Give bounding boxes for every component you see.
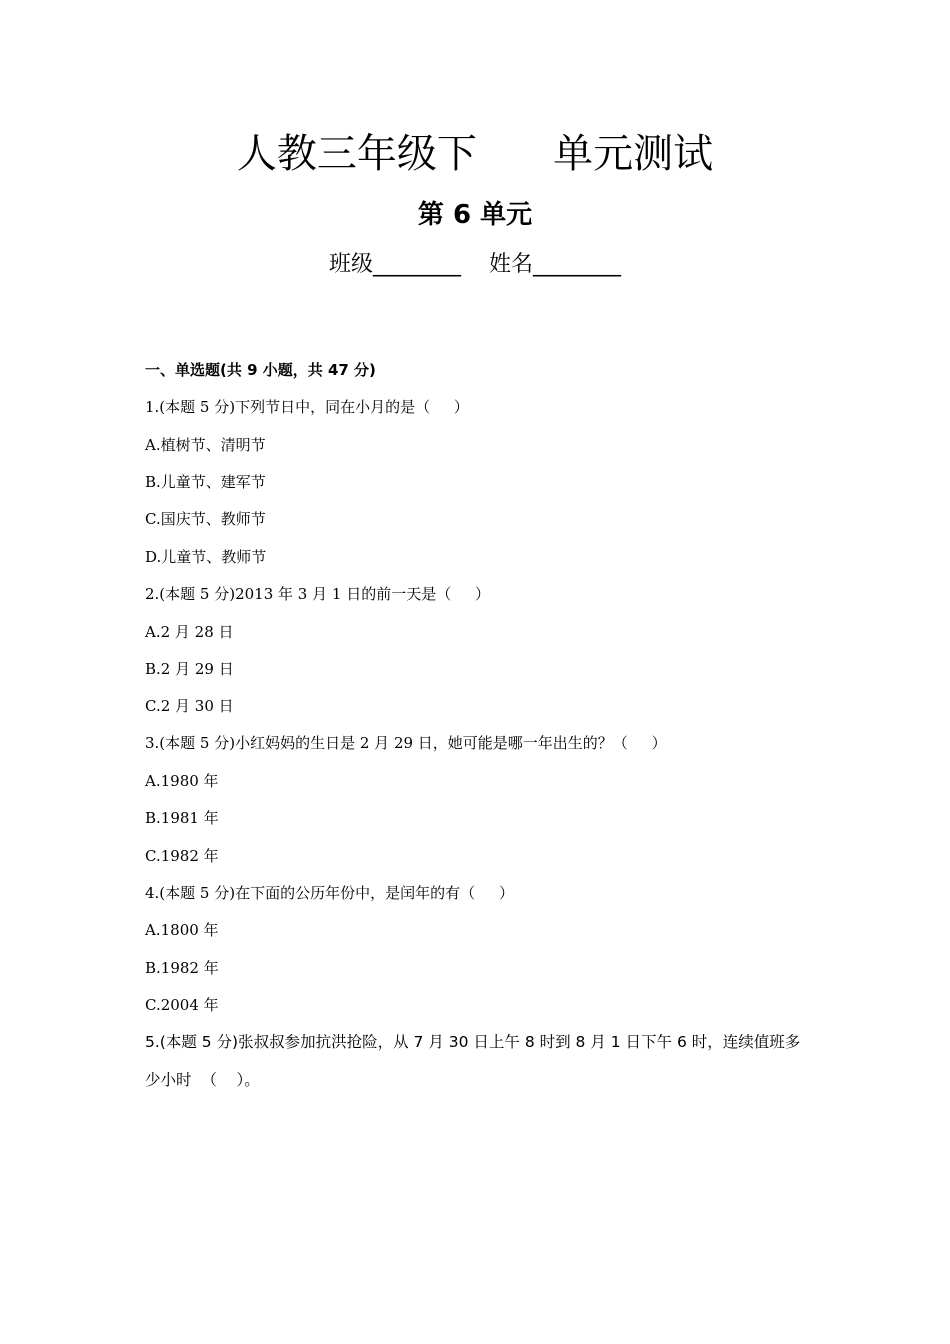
class-name-line: 班级________ 姓名________ <box>329 252 621 277</box>
option-3a: A.1980 年 <box>145 772 219 790</box>
question-4: 4.(本题 5 分)在下面的公历年份中，是闰年的有（ ） <box>145 884 514 902</box>
option-4b: B.1982 年 <box>145 959 219 977</box>
question-1: 1.(本题 5 分)下列节日中，同在小月的是（ ） <box>145 398 469 416</box>
option-2b: B.2 月 29 日 <box>145 660 234 678</box>
option-2a: A.2 月 28 日 <box>145 623 234 641</box>
section-title: 一、单选题(共 9 小题，共 47 分) <box>145 361 376 379</box>
option-4c: C.2004 年 <box>145 996 219 1014</box>
question-5-line-2: 少小时 （ ）。 <box>145 1071 260 1089</box>
question-5-line-1: 5.(本题 5 分)张叔叔参加抗洪抢险，从 7 月 30 日上午 8 时到 8 月 1 日下午 6 时，连续值班多 <box>145 1033 801 1051</box>
page-title: 人教三年级下 单元测试 <box>236 131 714 177</box>
option-1c: C.国庆节、教师节 <box>145 510 266 528</box>
option-1d: D.儿童节、教师节 <box>145 548 267 566</box>
question-2: 2.(本题 5 分)2013 年 3 月 1 日的前一天是（ ） <box>145 585 491 603</box>
option-1a: A.植树节、清明节 <box>145 436 266 454</box>
option-2c: C.2 月 30 日 <box>145 697 234 715</box>
option-3c: C.1982 年 <box>145 847 219 865</box>
option-1b: B.儿童节、建军节 <box>145 473 266 491</box>
unit-subtitle: 第 6 单元 <box>417 200 533 230</box>
option-3b: B.1981 年 <box>145 809 219 827</box>
question-3: 3.(本题 5 分)小红妈妈的生日是 2 月 29 日，她可能是哪一年出生的？（ ） <box>145 734 667 752</box>
option-4a: A.1800 年 <box>145 921 219 939</box>
